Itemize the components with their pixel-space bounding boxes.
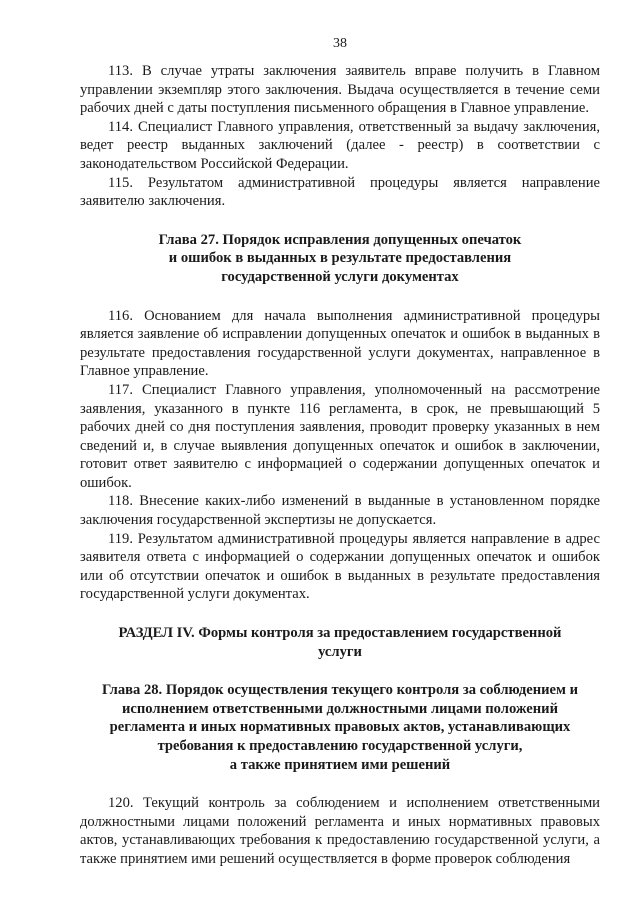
heading-line: РАЗДЕЛ IV. Формы контроля за предоставлением государственной: [118, 625, 562, 642]
heading-line: и ошибок в выданных в результате предоставления: [168, 250, 512, 267]
chapter-27-body: [80, 307, 600, 605]
heading-line: государственной услуги документах: [221, 268, 459, 285]
paragraph-115: 115. Результатом административной процедуры является направление заявителю заключения.: [80, 174, 600, 210]
section-4-heading: [80, 624, 600, 661]
page-content: [80, 62, 600, 869]
paragraph-117: 117. Специалист Главного управления, уполномоченный на рассмотрение заявления, указанного в пункте 116 регламента, в срок, не превышающий 5 рабочих дней со дня поступления заявления, проводит проверку указанных в нем сведений и, в случае выявления допущенных опечаток и ошибок в заключении, готовит ответ заявителю с информацией о содержании допущенных опечаток и ошибок.: [80, 381, 600, 491]
heading-line: а также принятием ими решений: [229, 756, 451, 773]
heading-line: услуги: [318, 643, 362, 660]
chapter-28-body: [80, 794, 600, 868]
chapter-27-heading: [80, 231, 600, 287]
paragraph-114: 114. Специалист Главного управления, ответственный за выдачу заключения, ведет реестр выданных заключений (далее - реестр) в соответствии с законодательством Российской Федерации.: [80, 118, 600, 172]
page-number: 38: [333, 36, 347, 51]
paragraph-119: 119. Результатом административной процедуры является направление в адрес заявителя ответа с информацией о содержании допущенных опечаток и ошибок или об отсутствии опечаток и ошибок в выданных в результате предоставления государственной услуги документах.: [80, 530, 600, 603]
paragraph-120: 120. Текущий контроль за соблюдением и исполнением ответственными должностными лицами положений регламента и иных нормативных правовых актов, устанавливающих требования к предоставлению государственной услуги, а также принятием ими решений осуществляется в форме проверок соблюдения: [80, 795, 600, 867]
paragraph-118: 118. Внесение каких-либо изменений в выданные в установленном порядке заключения государственной экспертизы не допускается.: [80, 493, 600, 529]
heading-line: требования к предоставлению государственной услуги,: [157, 738, 523, 754]
heading-line: исполнением ответственными должностными лицами положений: [122, 700, 558, 717]
heading-line: Глава 27. Порядок исправления допущенных опечаток: [158, 231, 522, 248]
chapter-28-heading: [80, 681, 600, 774]
paragraph-113: 113. В случае утраты заключения заявитель вправе получить в Главном управлении экземпляр этого заключения. Выдача осуществляется в течение семи рабочих дней с даты поступления письменного обращения в Главное управление.: [80, 63, 600, 117]
heading-line: регламента и иных нормативных правовых актов, устанавливающих: [109, 719, 571, 736]
document-page: [80, 0, 600, 905]
paragraph-116: 116. Основанием для начала выполнения административной процедуры является заявление об исправлении допущенных опечаток и ошибок в выданных в результате предоставления государственной услуги документах, направленное в Главное управление.: [80, 307, 600, 380]
heading-line: Глава 28. Порядок осуществления текущего контроля за соблюдением и: [102, 682, 578, 699]
